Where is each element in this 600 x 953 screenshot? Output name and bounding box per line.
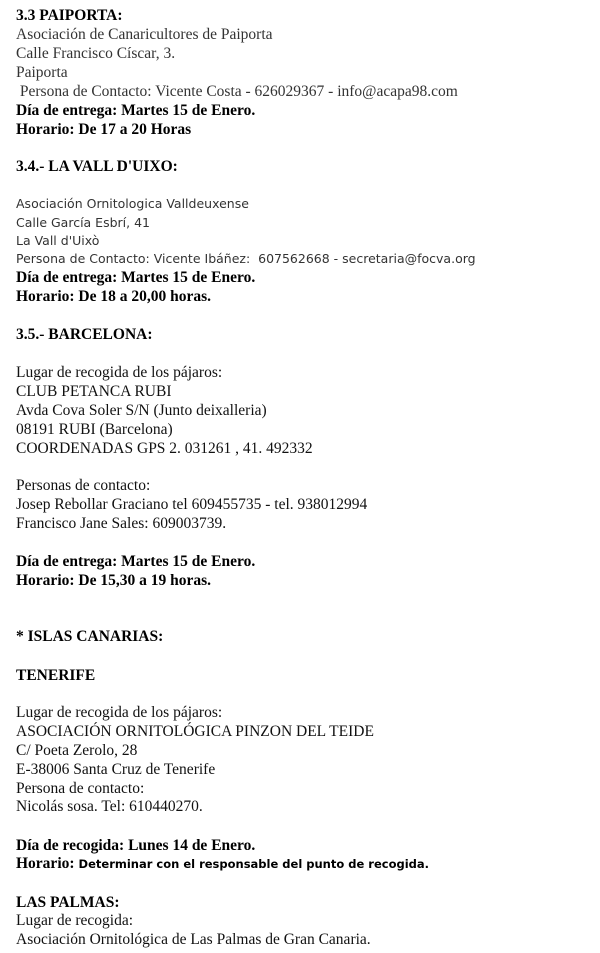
vall-uixo-town: La Vall d'Uixò <box>16 233 100 248</box>
las-palmas-org: Asociación Ornitológica de Las Palmas de Gran Canaria. <box>16 931 371 948</box>
paiporta-street: Calle Francisco Císcar, 3. <box>16 45 176 62</box>
barcelona-heading: 3.5.- BARCELONA: <box>16 326 153 343</box>
vall-uixo-contact: Persona de Contacto: Vicente Ibáñez: 607562668 - secretaria@focva.org <box>16 251 476 266</box>
barcelona-street: Avda Cova Soler S/N (Junto deixalleria) <box>16 402 267 419</box>
barcelona-hours: Horario: De 15,30 a 19 horas. <box>16 572 212 589</box>
vall-uixo-heading: 3.4.- LA VALL D'UIXO: <box>16 158 178 175</box>
vall-uixo-street: Calle García Esbrí, 41 <box>16 215 150 230</box>
tenerife-pickup-label: Lugar de recogida de los pájaros: <box>16 704 223 721</box>
vall-uixo-hours: Horario: De 18 a 20,00 horas. <box>16 288 212 305</box>
tenerife-hours-text: Determinar con el responsable del punto de recogida. <box>74 857 430 871</box>
vall-uixo-delivery: Día de entrega: Martes 15 de Enero. <box>16 269 256 286</box>
paiporta-heading: 3.3 PAIPORTA: <box>16 7 123 24</box>
las-palmas-heading: LAS PALMAS: <box>16 894 120 911</box>
barcelona-contacts-label: Personas de contacto: <box>16 477 151 494</box>
tenerife-contact: Nicolás sosa. Tel: 610440270. <box>16 798 203 815</box>
tenerife-hours <box>16 854 429 874</box>
canarias-heading: * ISLAS CANARIAS: <box>16 628 164 645</box>
paiporta-hours: Horario: De 17 a 20 Horas <box>16 121 192 138</box>
tenerife-contact-label: Persona de contacto: <box>16 780 145 797</box>
tenerife-hours-label: Horario: <box>16 855 75 872</box>
barcelona-delivery: Día de entrega: Martes 15 de Enero. <box>16 553 256 570</box>
barcelona-town: 08191 RUBI (Barcelona) <box>16 421 173 438</box>
tenerife-street: C/ Poeta Zerolo, 28 <box>16 742 138 759</box>
paiporta-town: Paiporta <box>16 64 68 81</box>
paiporta-org: Asociación de Canaricultores de Paiporta <box>16 26 273 43</box>
barcelona-org: CLUB PETANCA RUBI <box>16 383 172 400</box>
tenerife-heading: TENERIFE <box>16 667 96 684</box>
tenerife-town: E-38006 Santa Cruz de Tenerife <box>16 761 216 778</box>
barcelona-contact-2: Francisco Jane Sales: 609003739. <box>16 515 227 532</box>
paiporta-delivery: Día de entrega: Martes 15 de Enero. <box>16 102 256 119</box>
tenerife-pickup-day: Día de recogida: Lunes 14 de Enero. <box>16 837 256 854</box>
barcelona-pickup-label: Lugar de recogida de los pájaros: <box>16 364 223 381</box>
paiporta-contact: Persona de Contacto: Vicente Costa - 626029367 - info@acapa98.com <box>16 83 458 100</box>
las-palmas-pickup-label: Lugar de recogida: <box>16 912 134 929</box>
barcelona-contact-1: Josep Rebollar Graciano tel 609455735 - tel. 938012994 <box>16 496 368 513</box>
vall-uixo-org: Asociación Ornitologica Valldeuxense <box>16 196 249 211</box>
barcelona-gps: COORDENADAS GPS 2. 031261 , 41. 492332 <box>16 440 313 457</box>
tenerife-org: ASOCIACIÓN ORNITOLÓGICA PINZON DEL TEIDE <box>16 723 374 740</box>
